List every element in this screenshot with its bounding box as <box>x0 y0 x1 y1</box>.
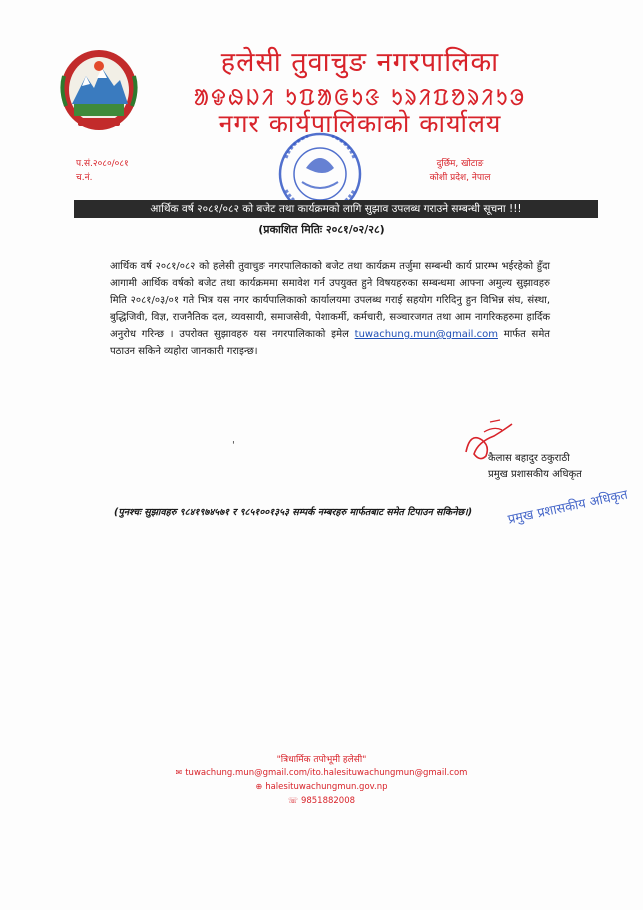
signatory-title: प्रमुख प्रशासकीय अधिकृत <box>488 469 582 480</box>
address-line-2: कोशी प्रदेश, नेपाल <box>429 173 491 183</box>
footer-website-text[interactable]: halesituwachungmun.gov.np <box>265 782 388 792</box>
postscript: (पुनश्चः सुझावहरु ९८४१९७४५७१ र ९८५१००१३५३ सम्पर्क नम्बरहरु मार्फतबाट समेत टिपाउन सकिनेछ।) <box>114 507 473 518</box>
email-link[interactable]: tuwachung.mun@gmail.com <box>354 329 498 340</box>
globe-icon: ⊕ <box>255 782 263 791</box>
tick-mark: ' <box>232 440 235 451</box>
body-text-after-email: मार्फत समेत पठाउन सकिने व्यहोरा जानकारी गराइन्छ। <box>110 329 550 357</box>
phone-icon: ☏ <box>287 796 298 805</box>
body-text-before-email: आर्थिक वर्ष २०८१/०८२ को हलेसी तुवाचुङ नगरपालिकाको बजेट तथा कार्यक्रम तर्जुमा सम्बन्धी कार्य प्रारम्भ भईरहेको हुँदा आगामी आर्थिक वर्षको बजेट तथा कार्यक्रममा समावेश गर्न उपयुक्त हुने विषयहरुका सम्बन्धमा आफ्ना अमुल्य सुझावहरु मिति २०८१/०३/०१ गते भित्र यस नगर कार्यपालिकाको कार्यालयमा उपलब्ध गराई सहयोग गरिदिनु हुन विभिन्न संघ, संस्था, बुद्धिजिवी, विज्ञ, राजनैतिक दल, व्यवसायी, समाजसेवी, पेशाकर्मी, कर्मचारी, सञ्चारजगत तथा आम नागरिकहरुमा हार्दिक अनुरोध गरिन्छ । उपरोक्त सुझावहरु यस नगरपालिकाको इमेल <box>110 261 550 340</box>
reference-number: प.सं.२०८०/०८१ <box>76 159 129 169</box>
official-stamp-text: प्रमुख प्रशासकीय अधिकृत <box>506 487 630 528</box>
footer-phone-text: 9851882008 <box>300 796 356 806</box>
footer-slogan: "त्रिधार्मिक तपोभूमी हलेसी" <box>276 755 367 765</box>
notice-body <box>110 258 550 360</box>
published-date: (प्रकाशित मितिः २०८१/०२/२८) <box>258 223 385 236</box>
footer-phone <box>0 796 643 806</box>
address-line-1: दुर्छिम, खोटाङ <box>436 159 484 169</box>
footer-email-text[interactable]: tuwachung.mun@gmail.com/ito.halesituwachungmun@gmail.com <box>185 768 468 778</box>
footer-website <box>0 782 643 792</box>
dispatch-number: च.नं. <box>76 173 93 183</box>
notice-title: आर्थिक वर्ष २०८१/०८२ को बजेट तथा कार्यक्रमको लागि सुझाव उपलब्ध गराउने सम्बन्धी सूचना !!! <box>74 200 598 218</box>
municipality-name-script: ᱟᱫᱷᱡᱤ ᱩᱯᱟᱜᱩᱝ ᱩᱨᱤᱯᱚᱨᱤᱩᱳ <box>193 86 527 111</box>
municipality-name: हलेसी तुवाचुङ नगरपालिका <box>220 47 500 78</box>
mail-icon: ✉ <box>175 768 183 777</box>
signatory-name: कैलास बहादुर ठकुराठी <box>488 453 570 464</box>
office-name: नगर कार्यपालिकाको कार्यालय <box>218 109 502 138</box>
emblem-icon <box>58 46 140 136</box>
footer-email <box>0 768 643 778</box>
